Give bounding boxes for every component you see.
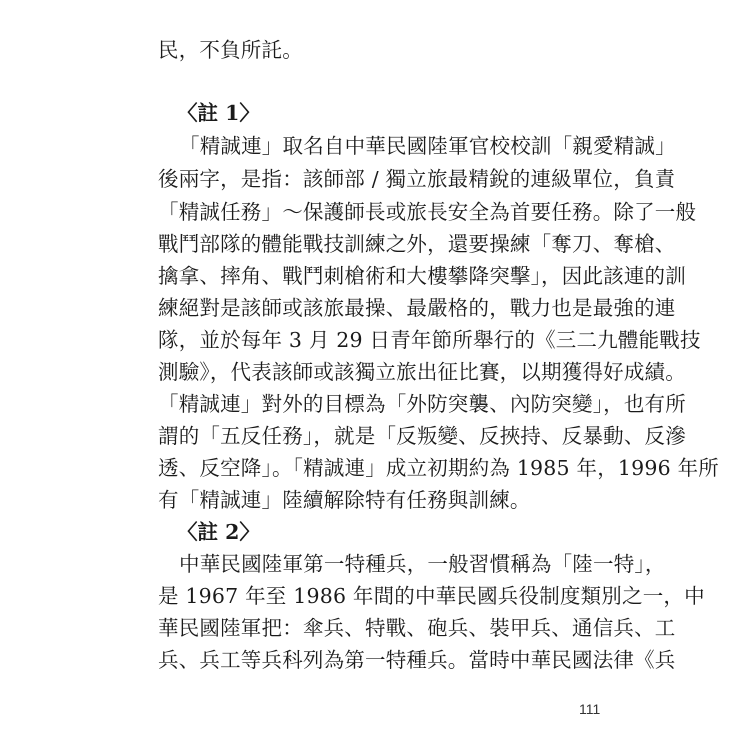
- note-1-line: 謂的「五反任務」，就是「反叛變、反挾持、反暴動、反滲: [158, 424, 686, 448]
- note-1-line: 擒拿、摔角、戰鬥刺槍術和大樓攀降突擊」，因此該連的訓: [158, 264, 686, 288]
- note-1-line: 「精誠任務」～保護師長或旅長安全為首要任務。除了一般: [158, 200, 697, 224]
- note-1-line: 「精誠連」取名自中華民國陸軍官校校訓「親愛精誠」: [179, 134, 676, 158]
- note-1-line: 有「精誠連」陸續解除特有任務與訓練。: [158, 488, 531, 512]
- note-2-heading: 〈註 2〉: [177, 520, 260, 544]
- note-1-line: 「精誠連」對外的目標為「外防突襲、內防突變」，也有所: [158, 392, 686, 416]
- note-2-line: 華民國陸軍把：傘兵、特戰、砲兵、裝甲兵、通信兵、工: [158, 616, 676, 640]
- page-number: 111: [579, 701, 601, 717]
- note-1-line: 戰鬥部隊的體能戰技訓練之外，還要操練「奪刀、奪槍、: [158, 232, 676, 256]
- note-1-line: 隊，並於每年 3 月 29 日青年節所舉行的《三二九體能戰技: [158, 328, 701, 352]
- note-1-line: 練絕對是該師或該旅最操、最嚴格的，戰力也是最強的連: [158, 296, 676, 320]
- opening-line: 民，不負所託。: [158, 38, 303, 62]
- note-2-line: 中華民國陸軍第一特種兵，一般習慣稱為「陸一特」，: [179, 552, 666, 576]
- note-2-line: 是 1967 年至 1986 年間的中華民國兵役制度類別之一，中: [158, 584, 705, 608]
- note-1-line: 後兩字，是指：該師部 / 獨立旅最精銳的連級單位，負責: [158, 167, 676, 191]
- note-1-heading: 〈註 1〉: [177, 101, 260, 125]
- note-2-line: 兵、兵工等兵科列為第一特種兵。當時中華民國法律《兵: [158, 648, 676, 672]
- note-1-line: 測驗》，代表該師或該獨立旅出征比賽，以期獲得好成績。: [158, 360, 686, 384]
- note-1-line: 透、反空降」。「精誠連」成立初期約為 1985 年，1996 年所: [158, 456, 719, 480]
